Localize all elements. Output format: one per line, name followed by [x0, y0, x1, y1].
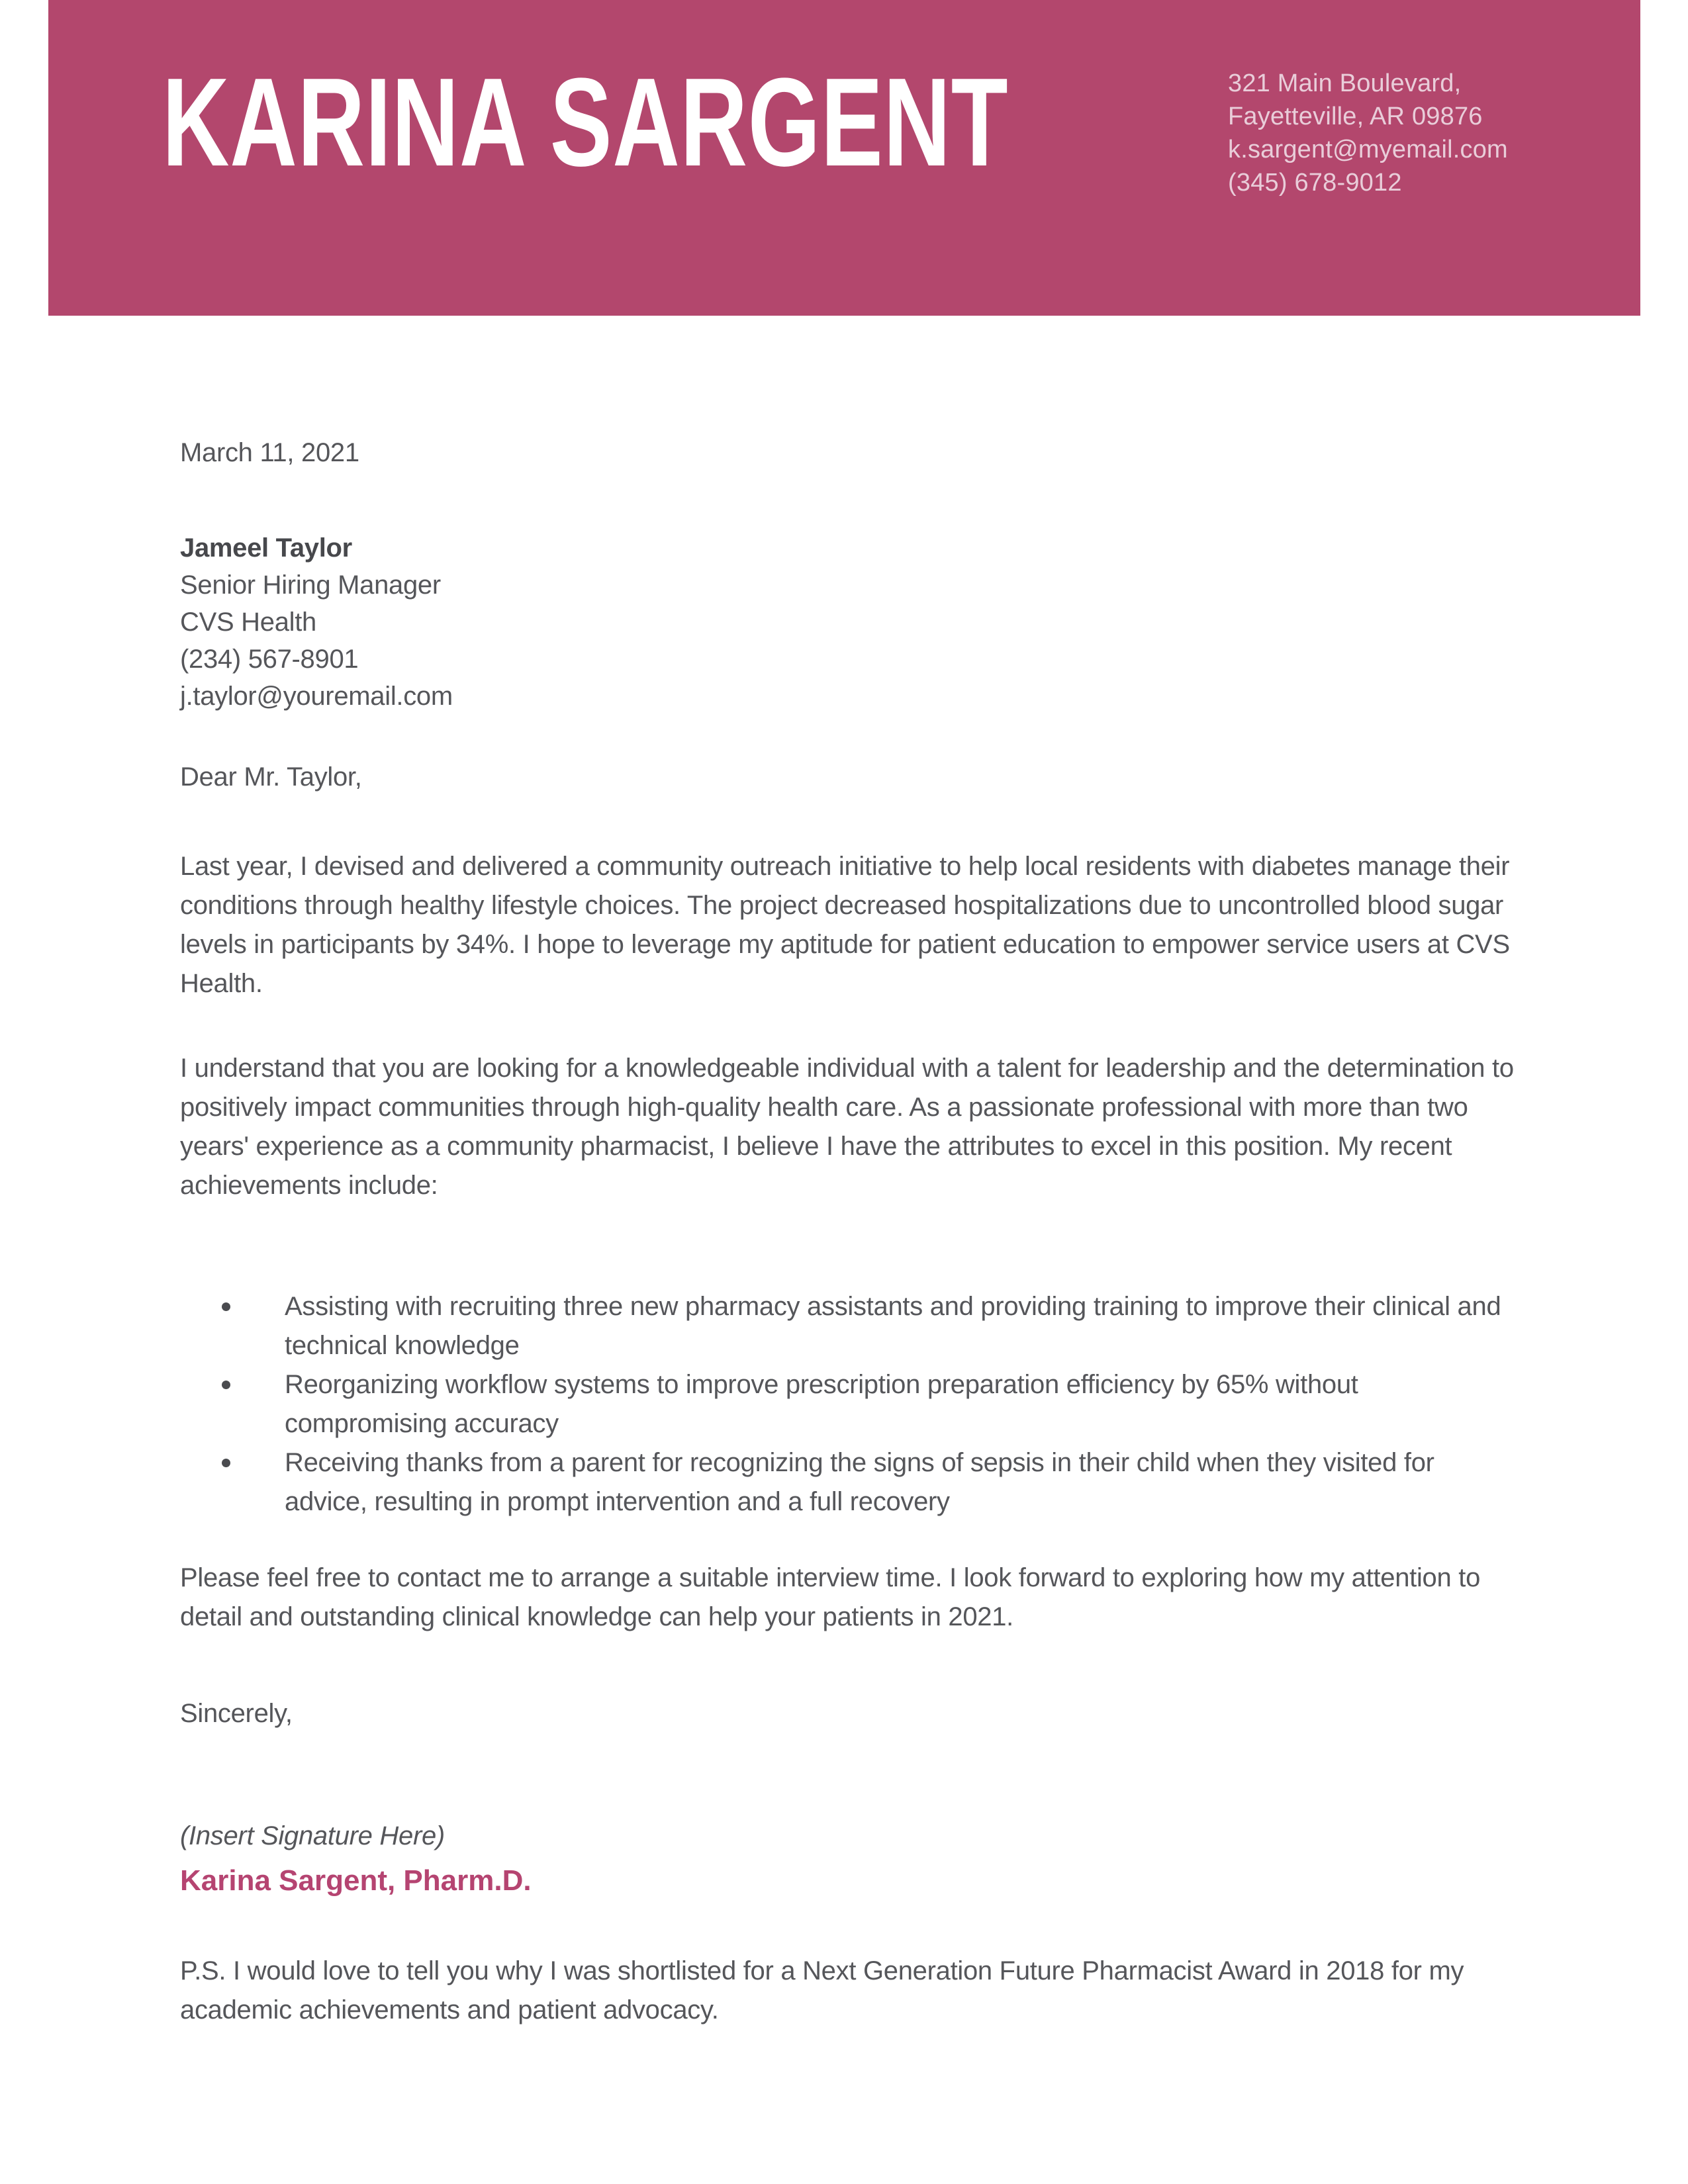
letter-header-band: [48, 0, 1640, 316]
achievements-list: [180, 1287, 1517, 1522]
recipient-name: Jameel Taylor: [180, 533, 352, 563]
applicant-email: k.sargent@myemail.com: [1228, 136, 1508, 163]
recipient-title: Senior Hiring Manager: [180, 570, 441, 600]
recipient-phone: (234) 567-8901: [180, 645, 359, 674]
achievement-item: Assisting with recruiting three new pharmacy assistants and providing training to improve their clinical and technical knowledge: [222, 1287, 1517, 1365]
letter-body: [0, 433, 1688, 2030]
body-paragraph: Last year, I devised and delivered a community outreach initiative to help local residents with diabetes manage their conditions through healthy lifestyle choices. The project decreased hospitalizations due to uncontrolled blood sugar levels in participants by 34%. I hope to leverage my aptitude for patient education to empower service users at CVS Health.: [180, 852, 1510, 998]
signature-name: Karina Sargent, Pharm.D.: [180, 1864, 532, 1897]
recipient-email: j.taylor@youremail.com: [180, 682, 453, 711]
closing-paragraph: Please feel free to contact me to arrange a suitable interview time. I look forward to exploring how my attention to detail and outstanding clinical knowledge can help your patients in 2021.: [180, 1563, 1481, 1631]
applicant-name: KARINA SARGENT: [162, 52, 1009, 193]
recipient-block: [180, 529, 1517, 715]
letter-date: March 11, 2021: [180, 438, 359, 467]
body-paragraphs: [180, 847, 1517, 1205]
applicant-address-line1: 321 Main Boulevard,: [1228, 69, 1462, 97]
applicant-address-line2: Fayetteville, AR 09876: [1228, 103, 1483, 130]
achievement-item: Reorganizing workflow systems to improve prescription preparation efficiency by 65% without compromising accuracy: [222, 1365, 1517, 1443]
signature-placeholder: (Insert Signature Here): [180, 1821, 445, 1850]
applicant-phone: (345) 678-9012: [1228, 169, 1402, 197]
applicant-contact-block: [1228, 67, 1508, 199]
postscript: P.S. I would love to tell you why I was shortlisted for a Next Generation Future Pharmacist Award in 2018 for my academic achievements and patient advocacy.: [180, 1956, 1464, 2025]
salutation: Dear Mr. Taylor,: [180, 762, 362, 792]
body-paragraph: I understand that you are looking for a knowledgeable individual with a talent for leadership and the determination to positively impact communities through high-quality health care. As a passionate professional with more than two years' experience as a community pharmacist, I believe I have the attributes to excel in this position. My recent achievements include:: [180, 1054, 1514, 1200]
recipient-company: CVS Health: [180, 608, 316, 637]
sign-off: Sincerely,: [180, 1699, 293, 1728]
achievement-item: Receiving thanks from a parent for recognizing the signs of sepsis in their child when they visited for advice, resulting in prompt intervention and a full recovery: [222, 1443, 1517, 1522]
